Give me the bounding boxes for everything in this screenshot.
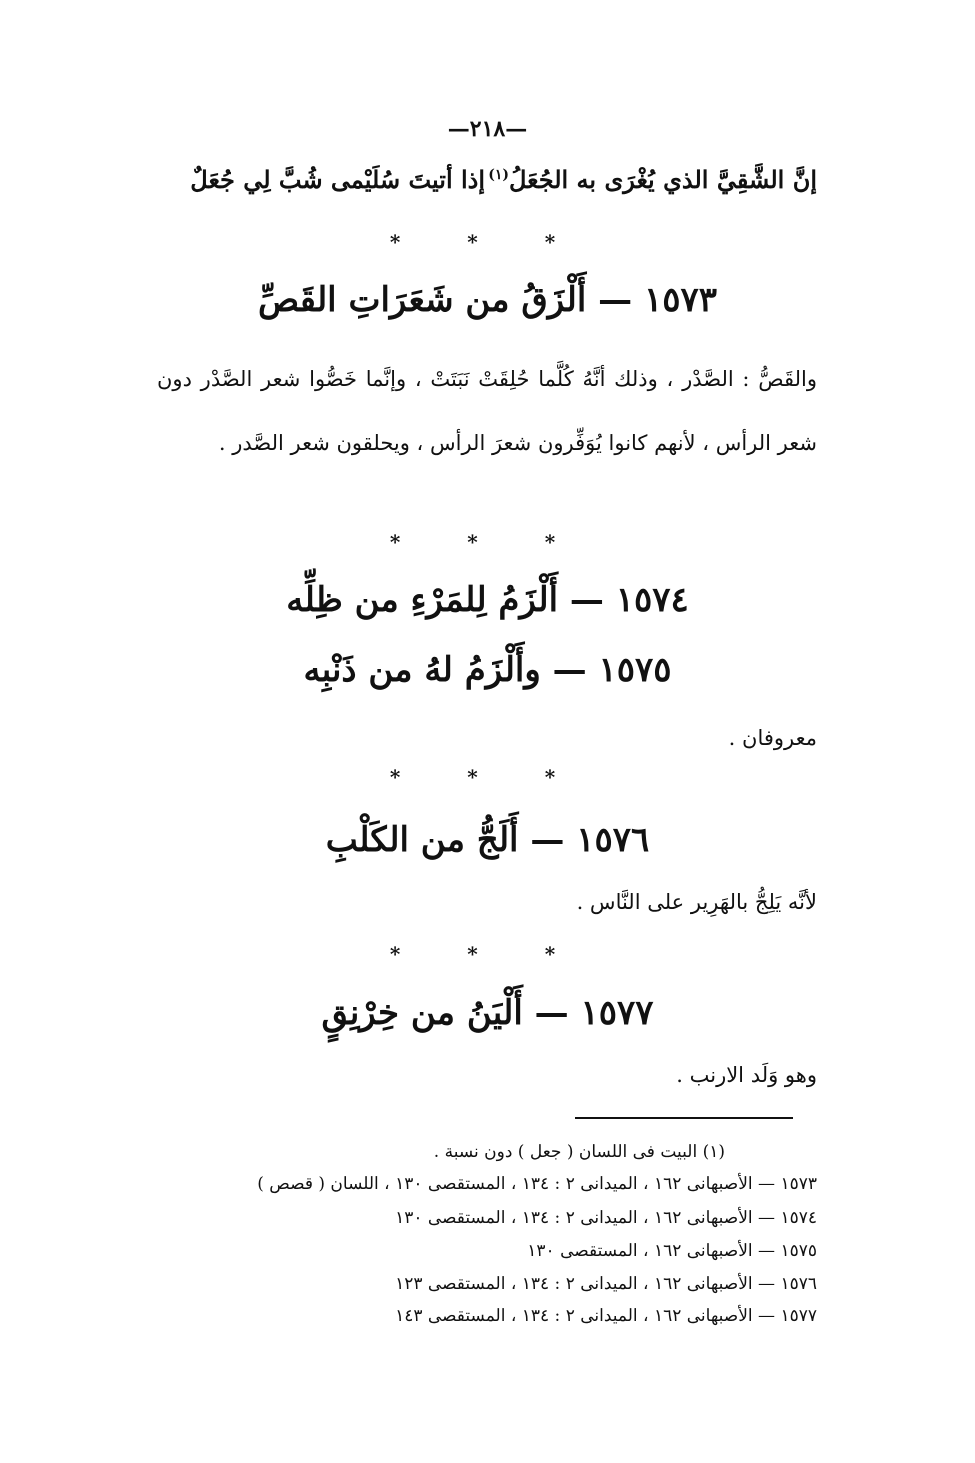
entry-heading-1573 <box>0 280 975 320</box>
footnote-1576: ١٥٧٦ — الأصبهانى ١٦٢ ، الميدانى ٢ : ١٣٤ ، المستقصى ١٢٣ <box>395 1274 817 1294</box>
entry-proverb: أَلَجُّ من الكَلْبِ <box>325 820 519 860</box>
entry-proverb: أَلْزَمُ لِلمَرْءِ من ظِلِّه <box>286 580 559 620</box>
separator-stars: * * * <box>389 230 586 254</box>
entry-heading-1574 <box>0 580 975 620</box>
separator-stars: * * * <box>389 765 586 789</box>
commentary-1575: معروفان . <box>728 726 817 750</box>
entry-proverb: أَلْزَقُ من شَعَرَاتِ القَصِّ <box>257 280 587 320</box>
entry-number: ١٥٧٦ <box>576 820 650 860</box>
entry-number: ١٥٧٣ <box>643 280 718 320</box>
entry-heading-1577 <box>0 993 975 1033</box>
separator-stars: * * * <box>389 530 586 554</box>
page-number: —٢١٨— <box>447 116 528 142</box>
footnote-1577: ١٥٧٧ — الأصبهانى ١٦٢ ، الميدانى ٢ : ١٣٤ ، المستقصى ١٤٣ <box>395 1306 817 1326</box>
entry-heading-1576 <box>0 820 975 860</box>
entry-dash: — <box>598 280 633 320</box>
entry-number: ١٥٧٥ <box>598 650 672 690</box>
footnote-1573: ١٥٧٣ — الأصبهانى ١٦٢ ، الميدانى ٢ : ١٣٤ ، المستقصى ١٣٠ ، اللسان ( قصص ) <box>257 1174 817 1194</box>
entry-dash: — <box>569 580 604 620</box>
entry-number: ١٥٧٤ <box>615 580 689 620</box>
entry-heading-1575 <box>0 650 975 690</box>
entry-dash: — <box>534 993 569 1033</box>
commentary-1576: لأنَّه يَلِجُّ بالهَرِير على النَّاس . <box>576 890 817 914</box>
footnote-1574: ١٥٧٤ — الأصبهانى ١٦٢ ، الميدانى ٢ : ١٣٤ ، المستقصى ١٣٠ <box>395 1208 817 1228</box>
entry-proverb: وأَلْزَمُ لهُ من ذَنْبِه <box>303 650 541 690</box>
entry-proverb: أَلْيَنُ من خِرْنِقٍ <box>321 993 523 1033</box>
footnote-1: (١) البيت فى اللسان ( جعل ) دون نسبة . <box>433 1142 725 1162</box>
verse-hemistich-1: إذا أتيتَ سُلَيْمى شُبَّ لِي جُعَلٌ <box>190 165 485 194</box>
footnote-divider <box>575 1117 793 1119</box>
verse-hemistich-2 <box>488 165 817 215</box>
entry-dash: — <box>530 820 565 860</box>
entry-dash: — <box>552 650 587 690</box>
verse-hemistich-2-text: إنَّ الشَّقِيَّ الذي يُغْرَى به الجُعَلُ <box>508 165 817 194</box>
entry-number: ١٥٧٧ <box>580 993 654 1033</box>
footnote-1575: ١٥٧٥ — الأصبهانى ١٦٢ ، المستقصى ١٣٠ <box>527 1241 817 1261</box>
footnote-marker: (١) <box>488 167 509 183</box>
separator-stars: * * * <box>389 942 586 966</box>
commentary-1573: والقَصُّ : الصَّدْر ، وذلك أنَّهُ كُلَّما حُلِقَتْ نَبَتَتْ ، وإنَّما خَصُّوا شعر الصَّدْر دون شعر الرأس ، لأنهم كانوا يُوَفِّرون شعرَ الرأس ، ويحلقون شعر الصَّدر . <box>157 367 817 455</box>
commentary-1577: وهو وَلَد الارنب . <box>676 1063 817 1087</box>
